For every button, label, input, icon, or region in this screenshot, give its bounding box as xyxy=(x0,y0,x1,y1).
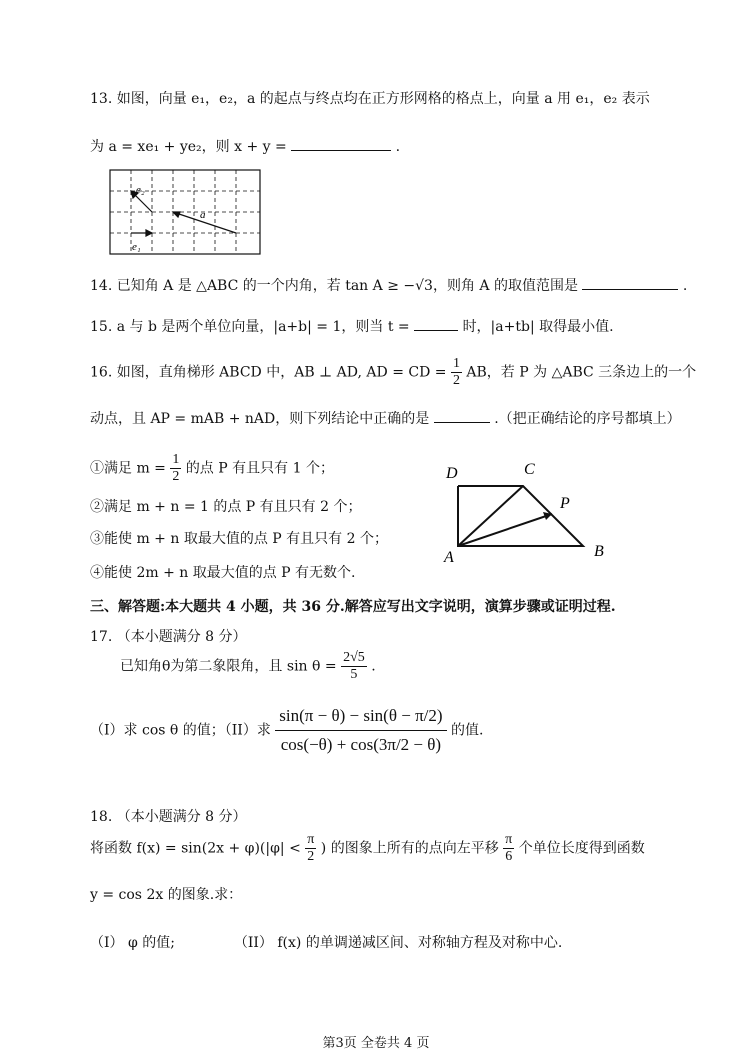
q17-given xyxy=(120,650,376,683)
q18-title: 18. （本小题满分 8 分） xyxy=(90,809,247,825)
q17-parts xyxy=(90,706,483,755)
section-3-heading: 三、解答题:本大题共 4 小题，共 36 分.解答应写出文字说明，演算步骤或证明过程. xyxy=(90,599,616,615)
page-footer: 第3页 全卷共 4 页 xyxy=(322,1036,430,1051)
q16-opt1-b: 的点 P 有且只有 1 个； xyxy=(185,460,334,477)
q16-fraction xyxy=(451,356,462,389)
q18-shift-fraction xyxy=(503,832,514,865)
q16-line2 xyxy=(90,408,681,428)
q17-given-b: . xyxy=(371,658,376,675)
q18-part2: （II） f(x) 的单调递减区间、对称轴方程及对称中心. xyxy=(233,935,563,951)
q13-line1: 13. 如图，向量 e₁，e₂，a 的起点与终点均在正方形网格的格点上，向量 a 用 e₁，e₂ 表示 xyxy=(90,91,650,107)
q17-part-b: 的值. xyxy=(451,722,484,739)
q16-line2-b: .（把正确结论的序号都填上） xyxy=(494,411,681,427)
q14-period: . xyxy=(682,278,688,294)
q17-expr-num: sin(π − θ) − sin(θ − π/2) xyxy=(275,706,446,731)
q16-option-2: ②满足 m + n = 1 的点 P 有且只有 2 个； xyxy=(90,499,362,515)
q16-line1 xyxy=(90,356,696,389)
q16-line1-b: AB，若 P 为 △ABC 三条边上的一个 xyxy=(466,364,697,381)
q16-option-1 xyxy=(90,452,334,485)
a-label: a xyxy=(200,209,206,221)
q18-line1-a: 将函数 f(x) = sin(2x + φ)(|φ| < xyxy=(90,840,301,857)
q16-opt1-a: ①满足 m = xyxy=(90,460,166,477)
q16-answer-blank xyxy=(434,410,490,423)
q16-opt1-frac-den: 2 xyxy=(172,469,180,484)
q17-expr-den: cos(−θ) + cos(3π/2 − θ) xyxy=(280,735,442,754)
q13-line2-text: 为 a = xe₁ + ye₂，则 x + y = xyxy=(90,139,287,155)
q18-phi-num: π xyxy=(307,832,315,847)
q17-title: 17. （本小题满分 8 分） xyxy=(90,629,247,645)
q15-text-a: 15. a 与 b 是两个单位向量，|a+b| = 1，则当 t = xyxy=(90,319,410,335)
q14-text: 14. 已知角 A 是 △ABC 的一个内角，若 tan A ≥ −√3，则角 A 的取值范围是 xyxy=(90,278,578,294)
q18-part1: （I） φ 的值; xyxy=(90,935,175,951)
q18-shift-num: π xyxy=(505,832,513,847)
label-P: P xyxy=(560,495,570,512)
q13-line2 xyxy=(90,136,400,156)
e1-label: e₁ xyxy=(132,241,141,253)
q16-line1-a: 16. 如图，直角梯形 ABCD 中，AB ⊥ AD, AD = CD = xyxy=(90,364,447,381)
label-D: D xyxy=(446,465,458,482)
q17-sin-num: 2√5 xyxy=(343,650,365,665)
q18-phi-fraction xyxy=(305,832,316,865)
q16-opt1-frac-num: 1 xyxy=(172,452,180,467)
q13-grid-figure xyxy=(108,168,264,256)
label-B: B xyxy=(594,543,604,560)
label-A: A xyxy=(444,549,454,566)
q16-frac-den: 2 xyxy=(452,373,460,388)
q15-answer-blank xyxy=(414,318,458,331)
q16-option-4: ④能使 2m + n 取最大值的点 P 有无数个. xyxy=(90,565,356,581)
q18-shift-den: 6 xyxy=(505,849,513,864)
q15-line xyxy=(90,316,614,336)
q13-answer-blank xyxy=(291,138,391,151)
q18-line1-b: ) 的图象上所有的点向左平移 xyxy=(320,840,499,857)
label-C: C xyxy=(524,461,535,478)
q17-part-a: （I）求 cos θ 的值；（II）求 xyxy=(90,722,271,739)
q14-answer-blank xyxy=(582,277,678,290)
q18-line1-c: 个单位长度得到函数 xyxy=(518,840,645,857)
q17-sin-den: 5 xyxy=(350,667,358,682)
q16-opt1-fraction xyxy=(170,452,181,485)
q18-parts xyxy=(90,932,562,952)
e2-label: e₂ xyxy=(136,184,145,196)
q18-line2: y = cos 2x 的图象.求： xyxy=(90,887,243,903)
q17-given-a: 已知角θ为第二象限角，且 sin θ = xyxy=(120,658,337,675)
q16-option-3: ③能使 m + n 取最大值的点 P 有且只有 2 个； xyxy=(90,531,388,547)
q16-frac-num: 1 xyxy=(452,356,460,371)
q17-expression xyxy=(275,706,446,755)
q16-trapezoid-figure xyxy=(440,456,620,568)
q17-sin-fraction xyxy=(341,650,367,683)
q16-line2-a: 动点，且 AP = mAB + nAD，则下列结论中正确的是 xyxy=(90,411,430,427)
q13-period: . xyxy=(395,139,401,155)
q18-phi-den: 2 xyxy=(307,849,315,864)
q18-line1 xyxy=(90,832,645,865)
q14-line xyxy=(90,275,687,295)
q15-text-b: 时，|a+tb| 取得最小值. xyxy=(462,319,614,335)
